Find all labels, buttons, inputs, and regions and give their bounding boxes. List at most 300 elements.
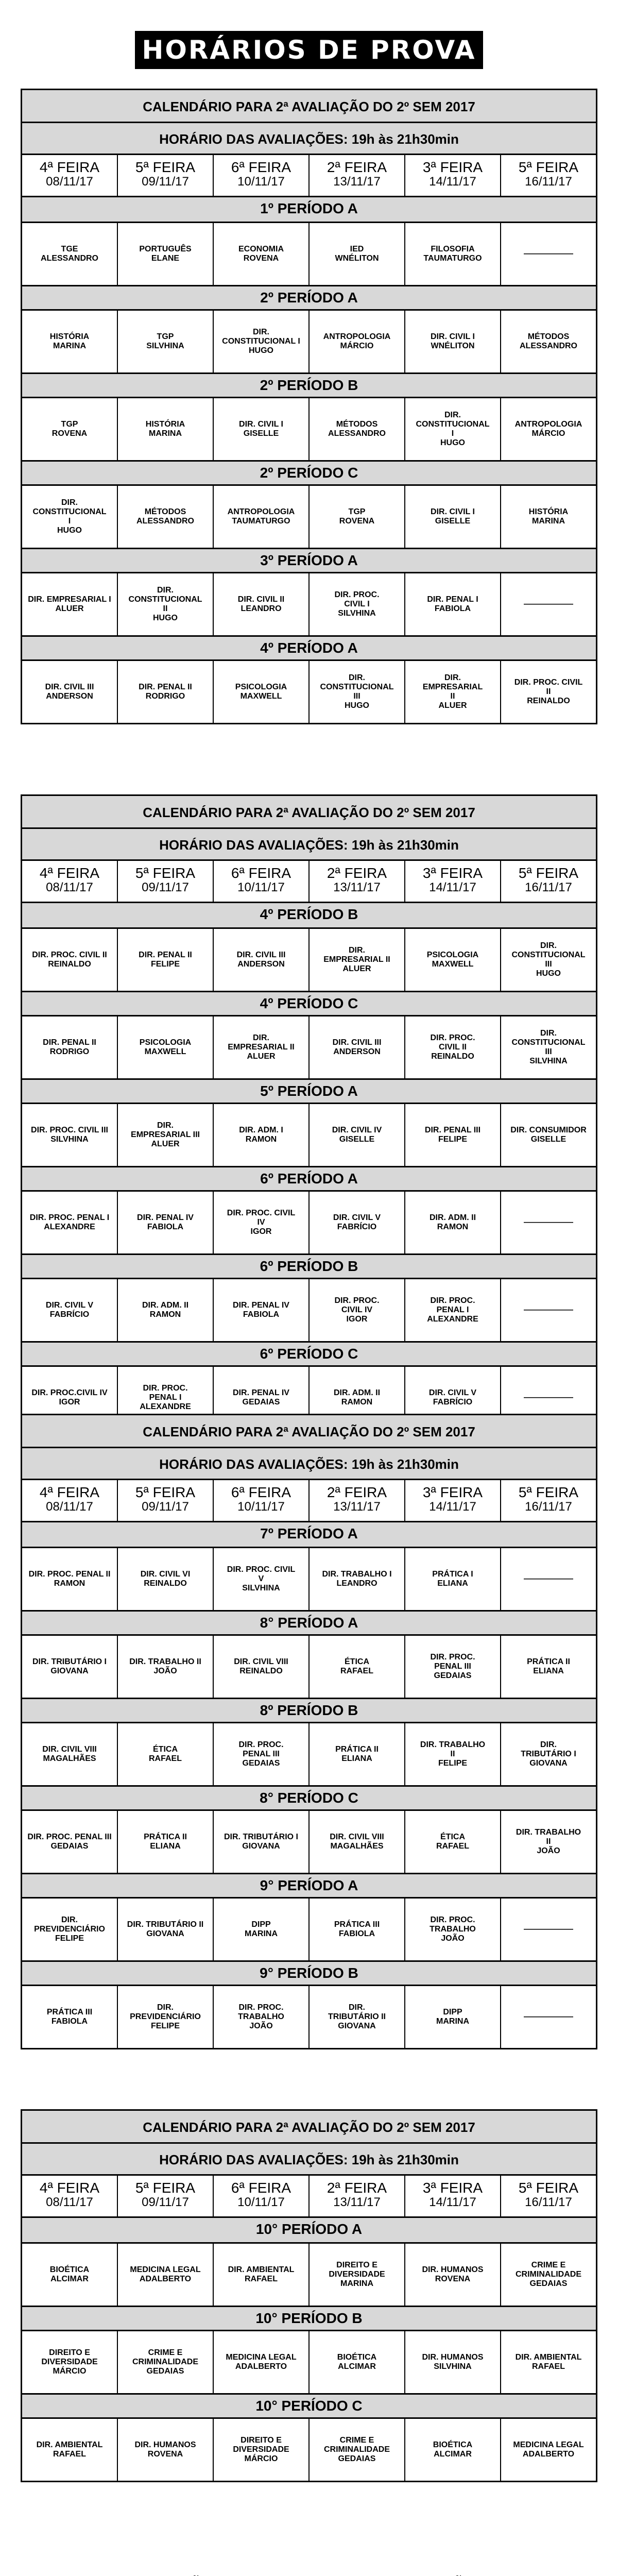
cell-line: DIR. EMPRESARIAL I xyxy=(28,595,111,604)
cell-line: —————— xyxy=(524,1393,573,1402)
calendar-block xyxy=(21,89,597,724)
cell-line: SILVHINA xyxy=(242,1584,280,1592)
cell-line: PSICOLOGIA xyxy=(426,951,479,959)
cell-line: PREVIDENCIÁRIO xyxy=(130,2012,201,2021)
cell-line: DIR. PREVIDENCIÁRIO xyxy=(34,1916,105,1934)
schedule-cell xyxy=(310,1636,405,1698)
cell-line: MEDICINA LEGAL xyxy=(130,2265,201,2274)
schedule-row xyxy=(22,223,596,285)
schedule-cell xyxy=(214,2419,310,2481)
period-label: 2º PERÍODO B xyxy=(22,372,596,398)
schedule-cell xyxy=(501,2244,596,2306)
schedule-row xyxy=(22,398,596,460)
cell-line: FILOSOFIA xyxy=(431,245,475,253)
cell-line: DIR. ADM. II xyxy=(333,1388,381,1397)
cell-line: MEDICINA LEGAL xyxy=(226,2353,297,2362)
schedule-cell xyxy=(22,2419,118,2481)
schedule-cell xyxy=(118,486,214,548)
schedule-cell xyxy=(405,1811,501,1873)
cell-line: HUGO xyxy=(57,526,82,535)
period-label: 8º PERÍODO B xyxy=(22,1698,596,1723)
cell-line: ALEXANDRE xyxy=(140,1402,191,1411)
cell-line: HISTÓRIA xyxy=(528,507,569,516)
schedule-cell xyxy=(22,1279,118,1341)
cell-line: MARINA xyxy=(340,2279,373,2288)
cell-line: FELIPE xyxy=(438,1759,467,1768)
cell-line: MÁRCIO xyxy=(53,2367,87,2376)
cell-line: ALESSANDRO xyxy=(40,254,98,263)
cell-line: DIR. PENAL IV xyxy=(233,1301,289,1310)
schedule-cell xyxy=(22,1192,118,1253)
calendar-block xyxy=(21,794,597,1430)
cell-line: REINALDO xyxy=(431,1052,474,1061)
cell-line: TRIBUTÁRIO I xyxy=(521,1750,576,1758)
cell-line: REINALDO xyxy=(48,960,91,969)
cell-line: CIVIL I xyxy=(344,600,370,608)
cell-line: IV xyxy=(257,1218,265,1227)
weekday-name: 4ª FEIRA xyxy=(39,865,100,881)
cell-line: GISELLE xyxy=(435,517,471,526)
cell-line: GEDAIAS xyxy=(242,1398,280,1406)
cell-line: PRÁTICA II xyxy=(335,1745,379,1754)
schedule-cell xyxy=(118,1016,214,1078)
notice-section xyxy=(36,2572,582,2576)
cell-line: PRÁTICA II xyxy=(527,1657,570,1666)
cell-line: CRIME E xyxy=(531,2261,566,2269)
cell-line: FELIPE xyxy=(150,960,180,969)
cell-line: ALUER xyxy=(151,1140,180,1148)
cell-line: DIR. PENAL IV xyxy=(137,1213,194,1222)
weekday-cell xyxy=(22,1480,118,1521)
cell-line: DIR. CIVIL III xyxy=(45,683,94,691)
schedule-cell xyxy=(22,2244,118,2306)
cell-line: DIR. PENAL I xyxy=(427,595,478,604)
cell-line: MARINA xyxy=(436,2017,469,2026)
schedule-cell xyxy=(22,311,118,372)
cell-line: GISELLE xyxy=(530,1135,566,1144)
schedule-cell xyxy=(405,223,501,285)
period-label: 4º PERÍODO A xyxy=(22,635,596,661)
cell-line: HISTÓRIA xyxy=(145,420,185,429)
weekday-name: 3ª FEIRA xyxy=(422,159,483,175)
schedule-cell xyxy=(214,1548,310,1610)
weekday-name: 3ª FEIRA xyxy=(422,865,483,881)
weekday-cell xyxy=(405,1480,501,1521)
cell-line: BIOÉTICA xyxy=(337,2353,377,2362)
schedule-cell xyxy=(118,1192,214,1253)
schedule-cell xyxy=(22,661,118,723)
schedule-cell xyxy=(405,1192,501,1253)
weekday-date: 13/11/17 xyxy=(333,175,381,189)
cell-line: ALUER xyxy=(438,701,467,710)
weekday-cell xyxy=(118,1480,214,1521)
cell-line: CONSTITUCIONAL I xyxy=(222,337,300,346)
cell-line: DIR. TRABALHO xyxy=(516,1828,581,1837)
cell-line: HISTÓRIA xyxy=(49,332,90,341)
notice-heading xyxy=(36,2572,582,2576)
cell-line: GIOVANA xyxy=(242,1842,280,1851)
cell-line: DIR. TRIBUTÁRIO I xyxy=(32,1657,107,1666)
schedule-cell xyxy=(214,1899,310,1960)
schedule-row xyxy=(22,1636,596,1698)
cell-line: II xyxy=(546,1837,551,1846)
schedule-cell xyxy=(501,1899,596,1960)
schedule-row xyxy=(22,1279,596,1341)
schedule-cell xyxy=(214,2244,310,2306)
schedule-cell xyxy=(501,486,596,548)
cell-line: DIR. PROC. xyxy=(430,1653,475,1662)
cell-line: CRIMINALIDADE xyxy=(324,2445,390,2454)
cell-line: LEANDRO xyxy=(241,604,282,613)
weekday-name: 4ª FEIRA xyxy=(39,159,100,175)
cell-line: DIR. xyxy=(349,946,365,955)
cell-line: ADALBERTO xyxy=(139,2275,192,2283)
cell-line: ALEXANDRE xyxy=(427,1315,478,1324)
cell-line: DIR. xyxy=(540,1740,557,1749)
cell-line: MÉTODOS xyxy=(527,332,570,341)
schedule-row xyxy=(22,1548,596,1610)
cell-line: ROVENA xyxy=(52,429,88,438)
cell-line: DIR. HUMANOS xyxy=(422,2265,484,2274)
weekday-cell xyxy=(501,861,596,902)
cell-line: REINALDO xyxy=(239,1667,283,1675)
cell-line: DIR. PROC. CIVIL II xyxy=(32,951,107,959)
weekday-cell xyxy=(22,155,118,196)
cell-line: DIVERSIDADE xyxy=(329,2270,385,2279)
cell-line: WNÉLITON xyxy=(431,342,475,350)
cell-line: TGP xyxy=(61,420,78,429)
cell-line: DIR. HUMANOS xyxy=(422,2353,484,2362)
schedule-cell xyxy=(310,2419,405,2481)
schedule-cell xyxy=(118,1279,214,1341)
cell-line: EMPRESARIAL xyxy=(422,683,483,691)
cell-line: GISELLE xyxy=(243,429,279,438)
exam-hours: HORÁRIO DAS AVALIAÇÕES: 19h às 21h30min xyxy=(22,123,596,155)
schedule-cell xyxy=(405,2331,501,2393)
cell-line: PRÁTICA III xyxy=(334,1920,380,1929)
cell-line: I xyxy=(68,517,71,526)
exam-hours: HORÁRIO DAS AVALIAÇÕES: 19h às 21h30min xyxy=(22,829,596,861)
cell-line: CONSTITUCIONAL xyxy=(128,595,202,604)
schedule-cell xyxy=(214,1104,310,1166)
cell-line: DIR. xyxy=(444,411,461,419)
weekday-cell xyxy=(214,2176,310,2216)
period-label: 9° PERÍODO B xyxy=(22,1960,596,1986)
cell-line: CONSTITUCIONAL xyxy=(511,951,586,959)
schedule-cell xyxy=(118,2331,214,2393)
schedule-cell xyxy=(22,1986,118,2048)
cell-line: DIR. PROC. xyxy=(430,1916,475,1924)
cell-line: DIR. PENAL IV xyxy=(233,1388,289,1397)
weekday-cell xyxy=(501,1480,596,1521)
cell-line: DIR. xyxy=(444,673,461,682)
cell-line: PENAL III xyxy=(434,1662,471,1671)
weekday-date: 10/11/17 xyxy=(237,1500,285,1514)
weekday-cell xyxy=(22,2176,118,2216)
cell-line: DIR. PENAL II xyxy=(43,1038,96,1047)
weekday-cell xyxy=(405,861,501,902)
cell-line: SILVHINA xyxy=(338,609,376,618)
schedule-cell xyxy=(501,1016,596,1078)
cell-line: DIR. xyxy=(540,941,557,950)
cell-line: DIR. TRABALHO II xyxy=(129,1657,201,1666)
weekday-date: 16/11/17 xyxy=(525,175,572,189)
cell-line: ADALBERTO xyxy=(235,2362,287,2371)
cell-line: BIOÉTICA xyxy=(49,2265,90,2274)
schedule-cell xyxy=(310,311,405,372)
schedule-cell xyxy=(501,2419,596,2481)
cell-line: DIR. CIVIL V xyxy=(428,1388,477,1397)
schedule-row xyxy=(22,1899,596,1960)
schedule-cell xyxy=(501,573,596,635)
schedule-cell xyxy=(310,1192,405,1253)
cell-line: V xyxy=(258,1574,264,1583)
cell-line: DIR. CIVIL VIII xyxy=(42,1745,97,1754)
schedule-cell xyxy=(214,1192,310,1253)
cell-line: DIVERSIDADE xyxy=(41,2358,98,2366)
weekday-cell xyxy=(405,2176,501,2216)
cell-line: EMPRESARIAL II xyxy=(323,955,390,964)
cell-line: FABRÍCIO xyxy=(337,1223,377,1231)
cell-line: RAMON xyxy=(54,1579,85,1588)
cell-line: GIOVANA xyxy=(529,1759,568,1768)
exam-hours: HORÁRIO DAS AVALIAÇÕES: 19h às 21h30min xyxy=(22,2144,596,2176)
cell-line: —————— xyxy=(524,249,573,258)
weekday-cell xyxy=(310,861,405,902)
period-label: 4º PERÍODO C xyxy=(22,991,596,1016)
schedule-cell xyxy=(405,1548,501,1610)
schedule-cell xyxy=(405,1986,501,2048)
schedule-cell xyxy=(310,929,405,991)
cell-line: PRÁTICA III xyxy=(46,2008,93,2016)
schedule-cell xyxy=(214,1811,310,1873)
weekday-name: 5ª FEIRA xyxy=(518,865,579,881)
cell-line: REINALDO xyxy=(144,1579,187,1588)
weekday-cell xyxy=(118,861,214,902)
cell-line: III xyxy=(545,1047,552,1056)
cell-line: DIR. PROC. PENAL I xyxy=(29,1213,110,1222)
schedule-cell xyxy=(501,1723,596,1785)
cell-line: CRIME E xyxy=(148,2348,183,2357)
calendar-block xyxy=(21,2109,597,2482)
weekday-date: 16/11/17 xyxy=(525,880,572,894)
cell-line: SILVHINA xyxy=(50,1135,89,1144)
period-label: 6º PERÍODO B xyxy=(22,1253,596,1279)
schedule-cell xyxy=(501,1104,596,1166)
cell-line: ALCIMAR xyxy=(338,2362,376,2371)
schedule-cell xyxy=(310,2244,405,2306)
schedule-cell xyxy=(118,1104,214,1166)
cell-line: I xyxy=(451,429,454,438)
cell-line: FABIOLA xyxy=(434,604,471,613)
cell-line: DIR. TRABALHO I xyxy=(322,1570,392,1579)
cell-line: JOÃO xyxy=(153,1667,177,1675)
cell-line: ALESSANDRO xyxy=(136,517,194,526)
cell-line: ANTROPOLOGIA xyxy=(227,507,295,516)
cell-line: DIR. HUMANOS xyxy=(134,2441,196,2449)
cell-line: MAGALHÃES xyxy=(43,1754,96,1763)
schedule-cell xyxy=(118,398,214,460)
calendar-block xyxy=(21,1414,597,2049)
cell-line: MÁRCIO xyxy=(244,2454,278,2463)
cell-line: DIR. CIVIL VIII xyxy=(234,1657,288,1666)
cell-line: CRIME E xyxy=(339,2436,374,2445)
schedule-cell xyxy=(22,1548,118,1610)
cell-line: HUGO xyxy=(249,346,273,355)
weekday-name: 5ª FEIRA xyxy=(135,159,196,175)
cell-line: II xyxy=(163,604,168,613)
schedule-cell xyxy=(214,1016,310,1078)
schedule-cell xyxy=(118,573,214,635)
cell-line: PSICOLOGIA xyxy=(139,1038,192,1047)
weekday-date: 09/11/17 xyxy=(142,880,189,894)
period-label: 9° PERÍODO A xyxy=(22,1873,596,1899)
cell-line: DIR. CONSTITUCIONAL xyxy=(32,498,107,516)
cell-line: IGOR xyxy=(346,1315,368,1324)
weekday-date: 14/11/17 xyxy=(429,880,476,894)
weekday-cell xyxy=(310,2176,405,2216)
period-label: 6º PERÍODO A xyxy=(22,1166,596,1192)
schedule-cell xyxy=(118,661,214,723)
weekday-name: 6ª FEIRA xyxy=(231,1484,291,1500)
weekday-name: 5ª FEIRA xyxy=(518,159,579,175)
schedule-cell xyxy=(22,1811,118,1873)
cell-line: RAMON xyxy=(245,1135,277,1144)
cell-line: EMPRESARIAL III xyxy=(131,1130,200,1139)
schedule-cell xyxy=(405,1279,501,1341)
cell-line: DIR. AMBIENTAL xyxy=(36,2441,103,2449)
schedule-cell xyxy=(22,573,118,635)
cell-line: DIR. CIVIL V xyxy=(333,1213,381,1222)
cell-line: DIR. CIVIL III xyxy=(332,1038,382,1047)
cell-line: IGOR xyxy=(59,1398,80,1406)
period-label: 7º PERÍODO A xyxy=(22,1522,596,1548)
cell-line: DIR. PROC. CIVIL xyxy=(227,1565,296,1574)
cell-line: DIR. CIVIL III xyxy=(236,951,286,959)
cell-line: DIR. PENAL III xyxy=(424,1126,481,1134)
period-label: 8° PERÍODO A xyxy=(22,1610,596,1636)
schedule-cell xyxy=(22,1899,118,1960)
weekday-header xyxy=(22,155,596,197)
cell-line: ALEXANDRE xyxy=(44,1223,95,1231)
cell-line: DIR. xyxy=(157,2003,174,2012)
schedule-cell xyxy=(214,1723,310,1785)
period-label: 4º PERÍODO B xyxy=(22,903,596,929)
cell-line: RAMON xyxy=(149,1310,181,1319)
cell-line: DIPP xyxy=(251,1920,271,1929)
schedule-cell xyxy=(118,1548,214,1610)
schedule-cell xyxy=(405,929,501,991)
cell-line: CRIMINALIDADE xyxy=(132,2358,198,2366)
weekday-header xyxy=(22,861,596,903)
schedule-cell xyxy=(405,1104,501,1166)
cell-line: TGP xyxy=(348,507,366,516)
schedule-cell xyxy=(405,311,501,372)
weekday-date: 13/11/17 xyxy=(333,2195,381,2209)
cell-line: RAFAEL xyxy=(532,2362,565,2371)
weekday-name: 6ª FEIRA xyxy=(231,159,291,175)
cell-line: III xyxy=(545,960,552,969)
weekday-cell xyxy=(214,1480,310,1521)
schedule-cell xyxy=(118,929,214,991)
cell-line: IGOR xyxy=(250,1227,272,1236)
weekday-date: 08/11/17 xyxy=(46,2195,93,2209)
schedule-cell xyxy=(310,1723,405,1785)
weekday-date: 10/11/17 xyxy=(237,880,285,894)
weekday-name: 2ª FEIRA xyxy=(327,1484,387,1500)
cell-line: DIR. PROC. xyxy=(430,1296,475,1305)
cell-line: ANDERSON xyxy=(46,692,93,701)
cell-line: ALCIMAR xyxy=(434,2450,472,2459)
cell-line: TGE xyxy=(61,245,78,253)
schedule-cell xyxy=(22,1636,118,1698)
cell-line: RAMON xyxy=(437,1223,469,1231)
period-label: 10° PERÍODO A xyxy=(22,2218,596,2244)
schedule-cell xyxy=(22,1723,118,1785)
cell-line: MAXWELL xyxy=(240,692,282,701)
period-label: 2º PERÍODO A xyxy=(22,285,596,311)
cell-line: DIR. TRABALHO xyxy=(420,1740,486,1749)
cell-line: II xyxy=(450,692,455,701)
calendar-title: CALENDÁRIO PARA 2ª AVALIAÇÃO DO 2º SEM 2017 xyxy=(22,2111,596,2144)
weekday-date: 09/11/17 xyxy=(142,175,189,189)
cell-line: DIR. CIVIL IV xyxy=(332,1126,382,1134)
cell-line: GISELLE xyxy=(339,1135,375,1144)
weekday-name: 2ª FEIRA xyxy=(327,159,387,175)
schedule-row xyxy=(22,2244,596,2306)
weekday-date: 14/11/17 xyxy=(429,1500,476,1514)
schedule-cell xyxy=(310,1548,405,1610)
period-label: 3º PERÍODO A xyxy=(22,548,596,573)
schedule-cell xyxy=(214,1986,310,2048)
cell-line: HUGO xyxy=(153,614,178,622)
schedule-row xyxy=(22,1723,596,1785)
cell-line: DIR. CIVIL VI xyxy=(140,1570,191,1579)
cell-line: ANTROPOLOGIA xyxy=(323,332,391,341)
cell-line: SILVHINA xyxy=(146,342,184,350)
schedule-cell xyxy=(310,1279,405,1341)
schedule-cell xyxy=(214,486,310,548)
weekday-cell xyxy=(405,155,501,196)
cell-line: DIR. PROC. xyxy=(238,2003,284,2012)
cell-line: GIOVANA xyxy=(50,1667,89,1675)
cell-line: DIR. xyxy=(157,586,174,595)
schedule-row xyxy=(22,573,596,635)
cell-line: DIR. CIVIL I xyxy=(239,420,283,429)
cell-line: ROVENA xyxy=(435,2275,471,2283)
cell-line: DIR. PENAL II xyxy=(139,683,192,691)
cell-line: BIOÉTICA xyxy=(433,2441,473,2449)
cell-line: DIREITO E xyxy=(49,2348,90,2357)
cell-line: DIR. CIVIL I xyxy=(431,332,475,341)
cell-line: LEANDRO xyxy=(336,1579,377,1588)
schedule-cell xyxy=(118,1811,214,1873)
schedule-row xyxy=(22,1104,596,1166)
cell-line: GEDAIAS xyxy=(338,2454,376,2463)
cell-line: GEDAIAS xyxy=(50,1842,89,1851)
weekday-cell xyxy=(310,1480,405,1521)
cell-line: ROVENA xyxy=(339,517,375,526)
cell-line: ANDERSON xyxy=(237,960,285,969)
schedule-row xyxy=(22,2419,596,2481)
cell-line: FABIOLA xyxy=(147,1223,184,1231)
cell-line: III xyxy=(353,692,360,701)
schedule-cell xyxy=(405,1899,501,1960)
schedule-cell xyxy=(501,1986,596,2048)
cell-line: MARINA xyxy=(149,429,182,438)
weekday-name: 5ª FEIRA xyxy=(135,865,196,881)
cell-line: TGP xyxy=(157,332,174,341)
